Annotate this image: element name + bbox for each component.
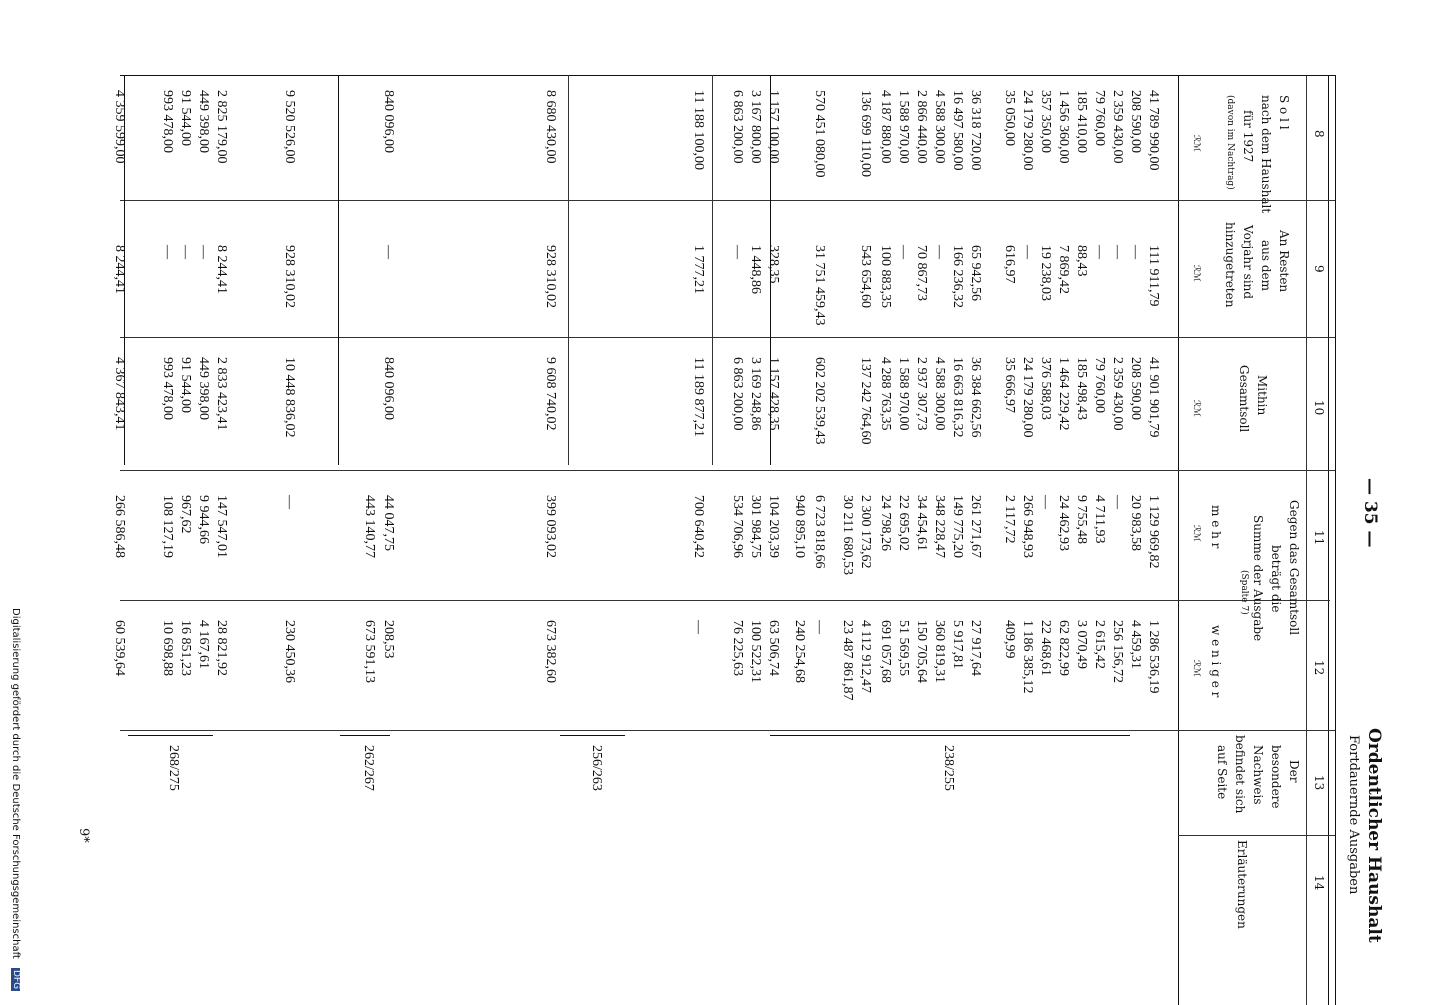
cell-reste: 1 777,21 [691,245,706,294]
cell-mehr: 266 586,48 [112,495,127,558]
cell-mehr: — [1110,495,1125,509]
bracket-ref-4 [128,735,213,736]
header-col-13-line4: befindet sich [1233,735,1247,814]
cell-weniger: — [691,620,706,634]
cell-weniger: 5 917,81 [950,620,965,669]
cell-weniger: 63 506,74 [766,620,781,676]
cell-soll: 840 096,00 [381,90,396,153]
cell-reste: 166 236,32 [950,245,965,308]
cell-weniger: 60 539,64 [112,620,127,676]
cell-mehr: 301 984,75 [748,495,763,558]
cell-soll: 1 157 100,00 [766,90,781,164]
rule-9-10 [120,337,1335,338]
cell-gesamt: 602 202 539,43 [812,357,827,445]
cell-reste: 111 911,79 [1146,245,1161,307]
rule-header-bottom [1328,75,1329,1005]
cell-soll: 4 359 599,00 [112,90,127,164]
cell-mehr: 147 547,01 [214,495,229,558]
cell-gesamt: 2 937 307,73 [914,357,929,431]
cell-soll: 24 179 280,00 [1020,90,1035,171]
colnum-11: 11 [1312,530,1326,546]
rule-10-11 [120,470,1335,471]
cell-reste: — [160,245,175,259]
cell-reste: 1 448,86 [748,245,763,294]
cell-reste: — [896,245,911,259]
cell-gesamt: 11 189 877,21 [691,357,706,437]
cell-soll: 570 451 080,00 [812,90,827,178]
header-col-8-line3: für 1927 [1241,110,1255,163]
cell-mehr: 34 454,61 [914,495,929,551]
cell-soll: 449 398,00 [196,90,211,153]
cell-mehr: 4 711,93 [1092,495,1107,544]
cell-reste: — [1020,245,1035,259]
cell-gesamt: 185 498,43 [1074,357,1089,420]
cell-soll: 357 350,00 [1038,90,1053,153]
rule-group-4 [338,75,339,465]
cell-soll: 36 318 720,00 [968,90,983,171]
cell-soll: 3 167 800,00 [748,90,763,164]
header-group-line1: Gegen das Gesamtsoll [1287,500,1301,636]
header-group-line3: Summe der Ausgabe [1251,515,1265,642]
cell-gesamt: 3 169 248,86 [748,357,763,431]
cell-mehr: 30 211 680,53 [840,495,855,575]
cell-reste: — [178,245,193,259]
cell-reste: 543 654,60 [858,245,873,308]
rule-11-12 [120,600,1330,601]
colnum-10: 10 [1312,400,1326,416]
header-col-13-line1: Der [1287,760,1301,783]
cell-mehr: 44 047,75 [381,495,396,551]
cell-reste: 8 244,41 [112,245,127,294]
rule-top [120,75,1335,76]
cell-gesamt: 10 448 836,02 [282,357,297,438]
rule-group-3 [568,75,569,465]
cell-mehr: 940 895,10 [792,495,807,558]
cell-reste: 19 238,03 [1038,245,1053,301]
cell-gesamt: 4 288 763,35 [878,357,893,431]
cell-weniger: 4 167,61 [196,620,211,669]
cell-reste: 65 942,56 [968,245,983,301]
cell-gesamt: 4 588 300,00 [932,357,947,431]
cell-gesamt: 208 590,00 [1128,357,1143,420]
rule-12-13 [120,730,1335,731]
cell-weniger: 3 070,49 [1074,620,1089,669]
cell-weniger: 208,53 [381,620,396,659]
cell-gesamt: 449 398,00 [196,357,211,420]
header-col-8-line1: S o l l [1277,95,1291,130]
page-ref-1: 238/255 [941,745,956,791]
cell-mehr: 104 203,39 [766,495,781,558]
cell-mehr: 9 755,48 [1074,495,1089,544]
cell-weniger: 62 822,99 [1056,620,1071,676]
dfg-logo: DFG [11,970,21,990]
cell-weniger: 1 286 536,19 [1146,620,1161,694]
cell-reste: 70 867,73 [914,245,929,301]
cell-mehr: 22 695,02 [896,495,911,551]
cell-mehr: 6 723 818,66 [812,495,827,569]
cell-weniger: 240 254,68 [792,620,807,683]
cell-weniger: 150 705,64 [914,620,929,683]
cell-weniger: 16 851,23 [178,620,193,676]
colnum-13: 13 [1312,775,1326,791]
header-col-8-line2: nach dem Haushalt [1259,95,1273,214]
rule-13-14 [1178,835,1335,836]
cell-weniger: 4 459,31 [1128,620,1143,669]
header-col-12-unit: ℛℳ [1191,660,1201,677]
footer-note: Digitalisierung gefördert durch die Deutsche Forschungsgemeinschaft [10,608,21,959]
bracket-ref-1 [770,735,1130,736]
cell-weniger: 673 382,60 [543,620,558,683]
cell-mehr: 149 775,20 [950,495,965,558]
cell-reste: 616,97 [1002,245,1017,284]
cell-soll: 41 789 990,00 [1146,90,1161,171]
cell-mehr: 1 129 969,82 [1146,495,1161,569]
header-col-8-line4: (davon im Nachtrag) [1225,95,1235,190]
header-col-8-unit: ℛℳ [1191,135,1201,152]
cell-weniger: 51 569,55 [896,620,911,676]
cell-reste: 328,35 [766,245,781,284]
cell-soll: 136 699 110,00 [858,90,873,177]
cell-gesamt: 16 663 816,32 [950,357,965,438]
cell-weniger: 100 522,31 [748,620,763,683]
cell-gesamt: 36 384 662,56 [968,357,983,438]
cell-soll: 79 760,00 [1092,90,1107,146]
cell-mehr: — [282,495,297,509]
cell-weniger: 409,99 [1002,620,1017,659]
cell-mehr: 534 706,96 [730,495,745,558]
header-col-9-line2: aus dem [1259,240,1273,292]
cell-reste: 88,43 [1074,245,1089,277]
cell-reste: — [730,245,745,259]
cell-mehr: 108 127,19 [160,495,175,558]
cell-mehr: 24 462,93 [1056,495,1071,551]
cell-weniger: 256 156,72 [1110,620,1125,683]
sheet-mark: 9* [76,828,91,843]
header-col-13-line5: auf Seite [1215,745,1229,800]
cell-soll: 8 680 430,00 [543,90,558,164]
cell-gesamt: 2 833 423,41 [214,357,229,431]
cell-gesamt: 79 760,00 [1092,357,1107,413]
cell-gesamt: 840 096,00 [381,357,396,420]
cell-gesamt: 376 588,03 [1038,357,1053,420]
cell-soll: 16 497 580,00 [950,90,965,171]
header-col-10-line2: Gesamtsoll [1237,365,1251,433]
header-col-10-unit: ℛℳ [1191,400,1201,417]
cell-gesamt: 41 901 901,79 [1146,357,1161,438]
cell-gesamt: 1 464 229,42 [1056,357,1071,431]
header-group-line4: (Spalte 7) [1239,570,1249,615]
cell-soll: 91 544,00 [178,90,193,146]
cell-mehr: 2 300 173,62 [858,495,873,569]
cell-mehr: 266 948,93 [1020,495,1035,558]
cell-soll: 2 359 430,00 [1110,90,1125,164]
header-col-11-line1: m e h r [1209,505,1223,549]
cell-weniger: 10 698,88 [160,620,175,676]
cell-mehr: — [1038,495,1053,509]
rule-group-2 [712,75,713,465]
cell-gesamt: 2 359 430,00 [1110,357,1125,431]
header-col-11-unit: ℛℳ [1191,525,1201,542]
cell-mehr: 348 228,47 [932,495,947,558]
cell-weniger: 2 615,42 [1092,620,1107,669]
header-col-9-line3: Vorjahr sind [1241,225,1255,300]
cell-reste: 7 869,42 [1056,245,1071,294]
colnum-8: 8 [1312,130,1326,138]
cell-gesamt: 137 242 764,60 [858,357,873,445]
page-ref-4: 268/275 [166,745,181,791]
cell-reste: 928 310,02 [282,245,297,308]
cell-soll: 993 478,00 [160,90,175,153]
cell-soll: 185 410,00 [1074,90,1089,153]
rule-colnum [1306,75,1307,1005]
cell-weniger: 1 186 385,12 [1020,620,1035,694]
cell-mehr: 967,62 [178,495,193,534]
header-col-12-line1: w e n i g e r [1209,625,1223,698]
cell-reste: — [1128,245,1143,259]
cell-reste: — [1092,245,1107,259]
cell-mehr: 700 640,42 [691,495,706,558]
cell-weniger: 230 450,36 [282,620,297,683]
cell-mehr: 2 117,72 [1002,495,1017,544]
cell-gesamt: 4 367 843,41 [112,357,127,431]
rule-8-9 [120,200,1335,201]
cell-soll: 2 866 440,00 [914,90,929,164]
cell-reste: 31 751 459,43 [812,245,827,326]
header-col-9-line1: An Resten [1277,230,1291,293]
colnum-12: 12 [1312,660,1326,676]
cell-mehr: 261 271,67 [968,495,983,558]
cell-weniger: 673 591,13 [362,620,377,683]
cell-gesamt: 6 863 200,00 [730,357,745,431]
cell-weniger: 23 487 861,87 [840,620,855,701]
header-col-14: Erläuterungen [1235,840,1249,929]
cell-weniger: 4 112 912,47 [858,620,873,693]
cell-gesamt: 1 588 970,00 [896,357,911,431]
cell-soll: 6 863 200,00 [730,90,745,164]
cell-mehr: 9 944,66 [196,495,211,544]
colnum-9: 9 [1312,265,1326,273]
rule-header-top-mark [1178,75,1179,1005]
header-col-9-unit: ℛℳ [1191,265,1201,282]
cell-gesamt: 24 179 280,00 [1020,357,1035,438]
cell-soll: 4 187 880,00 [878,90,893,164]
cell-soll: 35 050,00 [1002,90,1017,146]
cell-weniger: 28 821,92 [214,620,229,676]
cell-mehr: 443 140,77 [362,495,377,558]
cell-soll: 2 825 179,00 [214,90,229,164]
heading-title: Ordentlicher Haushalt [1364,728,1384,943]
cell-weniger: 22 468,61 [1038,620,1053,676]
cell-reste: — [381,245,396,259]
page-ref-2: 256/263 [589,745,604,791]
cell-reste: 928 310,02 [543,245,558,308]
cell-soll: 4 588 300,00 [932,90,947,164]
cell-weniger: — [812,620,827,634]
cell-gesamt: 35 666,97 [1002,357,1017,413]
cell-weniger: 360 819,31 [932,620,947,683]
cell-reste: 100 883,35 [878,245,893,308]
bracket-ref-3 [340,735,390,736]
cell-gesamt: 9 608 740,02 [543,357,558,431]
colnum-14: 14 [1312,875,1326,891]
page-ref-3: 262/267 [361,745,376,791]
cell-weniger: 27 917,64 [968,620,983,676]
cell-reste: 8 244,41 [214,245,229,294]
header-col-13-line3: Nachweis [1251,745,1265,805]
cell-mehr: 399 093,02 [543,495,558,558]
header-group-line2: beträgt die [1269,545,1283,613]
cell-weniger: 76 225,63 [730,620,745,676]
cell-gesamt: 1 157 428,35 [766,357,781,431]
header-col-13-line2: besondere [1269,745,1283,809]
cell-soll: 208 590,00 [1128,90,1143,153]
rule-col-8 [1335,75,1336,1005]
header-col-9-line4: hinzugetreten [1223,222,1237,308]
cell-gesamt: 91 544,00 [178,357,193,413]
cell-soll: 1 588 970,00 [896,90,911,164]
heading-subtitle: Fortdauernde Ausgaben [1346,735,1361,895]
page-number: — 35 — [1360,478,1380,548]
cell-soll: 1 456 360,00 [1056,90,1071,164]
cell-weniger: 691 057,68 [878,620,893,683]
cell-soll: 11 188 100,00 [691,90,706,170]
cell-reste: — [196,245,211,259]
cell-mehr: 24 798,26 [878,495,893,551]
cell-mehr: 20 983,58 [1128,495,1143,551]
cell-reste: — [932,245,947,259]
header-col-10-line1: Mithin [1255,375,1269,416]
cell-soll: 9 520 526,00 [282,90,297,164]
cell-reste: — [1110,245,1125,259]
bracket-ref-2 [560,735,625,736]
cell-gesamt: 993 478,00 [160,357,175,420]
